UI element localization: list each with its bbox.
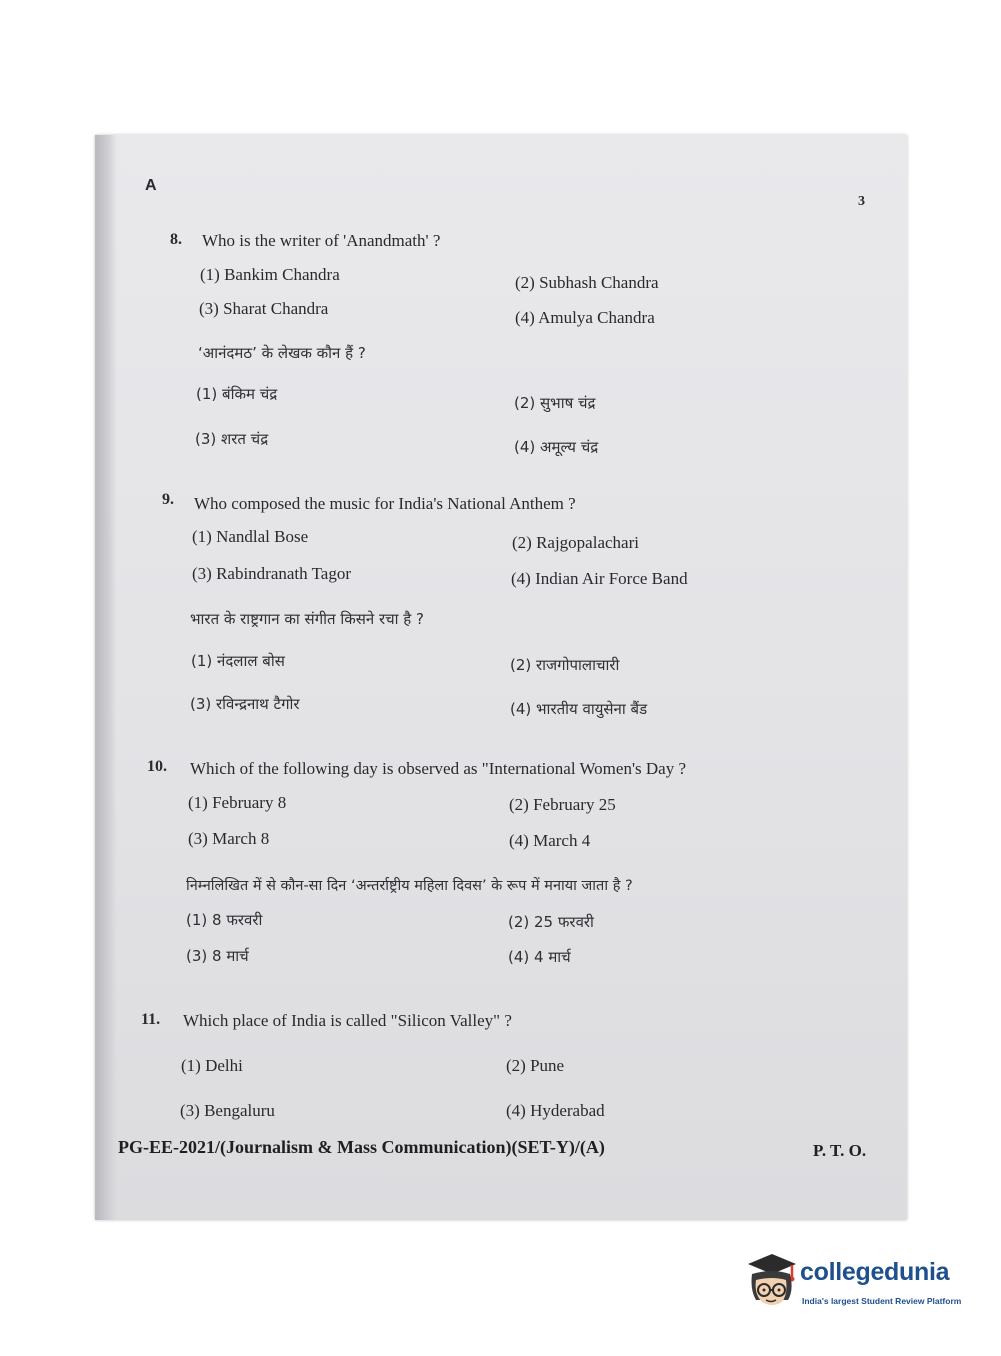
- question-8-option-3: (3) Sharat Chandra: [199, 299, 329, 318]
- question-8-option-2: (2) Subhash Chandra: [515, 273, 659, 292]
- question-9-text-hi: भारत के राष्ट्रगान का संगीत किसने रचा है ?: [190, 610, 424, 628]
- question-11-text-en: Which place of India is called "Silicon Valley" ?: [183, 1011, 512, 1030]
- question-10-option-2-hi: (2) 25 फरवरी: [508, 913, 594, 931]
- question-9-option-2: (2) Rajgopalachari: [512, 533, 639, 552]
- question-9-option-2-hi: (2) राजगोपालाचारी: [510, 656, 620, 674]
- question-10-option-1: (1) February 8: [188, 793, 287, 812]
- logo-tagline: India's largest Student Review Platform: [802, 1296, 962, 1306]
- paper-code-footer: PG-EE-2021/(Journalism & Mass Communication)(SET-Y)/(A): [118, 1137, 605, 1157]
- question-10-option-3-hi: (3) 8 मार्च: [186, 947, 249, 965]
- question-9-option-1-hi: (1) नंदलाल बोस: [191, 652, 285, 670]
- question-8-option-4: (4) Amulya Chandra: [515, 308, 655, 327]
- question-11-option-1: (1) Delhi: [181, 1056, 243, 1075]
- question-11-option-3: (3) Bengaluru: [180, 1101, 275, 1120]
- question-8-number: 8.: [170, 231, 182, 248]
- question-8-text-hi: ‘आनंदमठ’ के लेखक कौन हैं ?: [198, 344, 366, 362]
- question-10-text-en: Which of the following day is observed as "International Women's Day ?: [190, 759, 686, 778]
- page-number: 3: [858, 194, 865, 209]
- question-10-option-1-hi: (1) 8 फरवरी: [186, 911, 263, 929]
- question-9-number: 9.: [162, 491, 174, 508]
- question-11-option-4: (4) Hyderabad: [506, 1101, 605, 1120]
- question-10-option-2: (2) February 25: [509, 795, 616, 814]
- question-8-text-en: Who is the writer of 'Anandmath' ?: [202, 231, 441, 250]
- question-10-option-4-hi: (4) 4 मार्च: [508, 948, 571, 966]
- question-10-option-4: (4) March 4: [509, 831, 591, 850]
- question-8-option-3-hi: (3) शरत चंद्र: [195, 430, 269, 448]
- logo-wordmark: collegedunia: [800, 1258, 950, 1286]
- question-10-number: 10.: [147, 758, 167, 775]
- please-turn-over: P. T. O.: [813, 1141, 867, 1160]
- question-9-option-3: (3) Rabindranath Tagor: [192, 564, 352, 583]
- student-mascot-icon: [742, 1250, 800, 1314]
- question-8-option-1: (1) Bankim Chandra: [200, 265, 340, 284]
- question-8-option-2-hi: (2) सुभाष चंद्र: [514, 394, 596, 412]
- question-8-option-1-hi: (1) बंकिम चंद्र: [196, 385, 278, 403]
- question-9-option-1: (1) Nandlal Bose: [192, 527, 309, 546]
- question-9-text-en: Who composed the music for India's National Anthem ?: [194, 494, 576, 513]
- question-10-text-hi: निम्नलिखित में से कौन-सा दिन ‘अन्तर्राष्ट्रीय महिला दिवस’ के रूप में मनाया जाता है ?: [186, 878, 633, 894]
- collegedunia-logo[interactable]: [742, 1250, 972, 1320]
- question-9-option-4-hi: (4) भारतीय वायुसेना बैंड: [510, 700, 648, 718]
- question-10-option-3: (3) March 8: [188, 829, 270, 848]
- set-letter: A: [145, 177, 157, 194]
- paper-binding-edge: [95, 135, 117, 1220]
- question-8-option-4-hi: (4) अमूल्य चंद्र: [514, 438, 599, 456]
- question-9-option-3-hi: (3) रविन्द्रनाथ टैगोर: [190, 695, 300, 713]
- question-9-option-4: (4) Indian Air Force Band: [511, 569, 688, 588]
- question-11-option-2: (2) Pune: [506, 1056, 565, 1075]
- question-11-number: 11.: [141, 1011, 161, 1028]
